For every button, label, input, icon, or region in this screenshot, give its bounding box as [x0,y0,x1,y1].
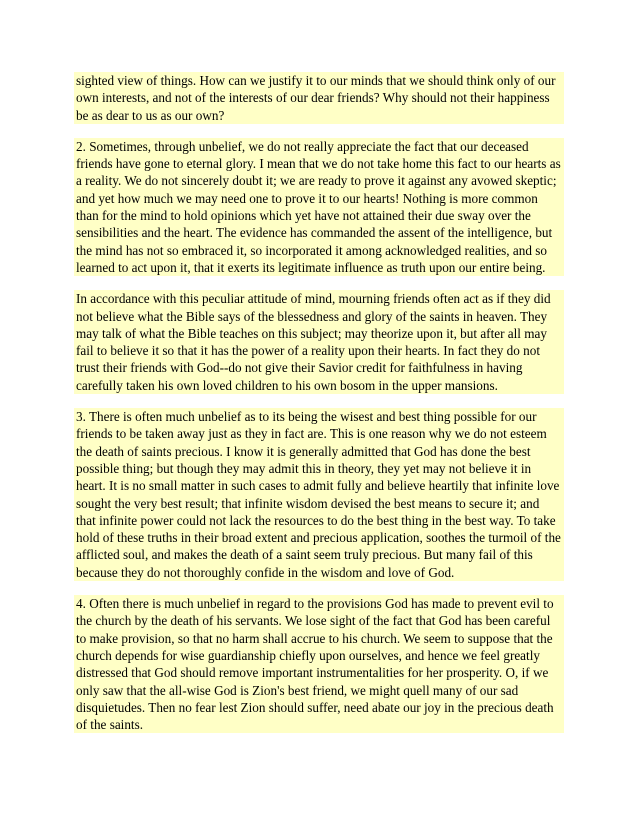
paragraph-mourning-friends: In accordance with this peculiar attitude of mind, mourning friends often act as if they did not believe what the Bible says of the blessedness and glory of the saints in heaven. They may talk of what the Bible teaches on this subject; may theorize upon it, but after all may fail to believe it so that it has the power of a reality upon their hearts. In fact they do not trust their friends with God--do not give their Savior credit for faithfulness in having carefully taken his own loved children to his own bosom in the upper mansions. [74,290,564,394]
paragraph-point-2: 2. Sometimes, through unbelief, we do not really appreciate the fact that our deceased friends have gone to eternal glory. I mean that we do not take home this fact to our hearts as a reality. We do not sincerely doubt it; we are ready to prove it against any avowed skeptic; and yet how much we may need one to prove it to our hearts! Nothing is more common than for the mind to hold opinions which yet have not attained their due sway over the sensibilities and the heart. The evidence has commanded the assent of the intelligence, but the mind has not so embraced it, so incorporated it among acknowledged realities, and so learned to act upon it, that it exerts its legitimate influence as truth upon our entire being. [74,138,564,276]
paragraph-gap [74,581,564,595]
paragraph-gap [74,276,564,290]
paragraph-point-3: 3. There is often much unbelief as to its being the wisest and best thing possible for our friends to be taken away just as they in fact are. This is one reason why we do not esteem the death of saints precious. I know it is generally admitted that God has done the best possible thing; but though they may admit this in theory, they yet may not believe it in heart. It is no small matter in such cases to admit fully and believe heartily that infinite love sought the very best result; that infinite wisdom devised the best means to secure it; and that infinite power could not lack the resources to do the best thing in the best way. To take hold of these truths in their broad extent and precious application, soothes the turmoil of the afflicted soul, and makes the death of a saint seem truly precious. But many fail of this because they do not thoroughly confide in the wisdom and love of God. [74,408,564,581]
paragraph-gap [74,124,564,138]
paragraph-gap [74,394,564,408]
paragraph-point-4: 4. Often there is much unbelief in regard to the provisions God has made to prevent evil to the church by the death of his servants. We lose sight of the fact that God has been careful to make provision, so that no harm shall accrue to his church. We seem to suppose that the church depends for wise guardianship chiefly upon ourselves, and hence we feel greatly distressed that God should remove important instrumentalities for her prosperity. O, if we only saw that the all-wise God is Zion's best friend, we might quell many of our sad disquietudes. Then no fear lest Zion should suffer, need abate our joy in the precious death of the saints. [74,595,564,733]
paragraph-continuation: sighted view of things. How can we justify it to our minds that we should think only of our own interests, and not of the interests of our dear friends? Why should not their happiness be as dear to us as our own? [74,72,564,124]
document-page [74,72,564,733]
